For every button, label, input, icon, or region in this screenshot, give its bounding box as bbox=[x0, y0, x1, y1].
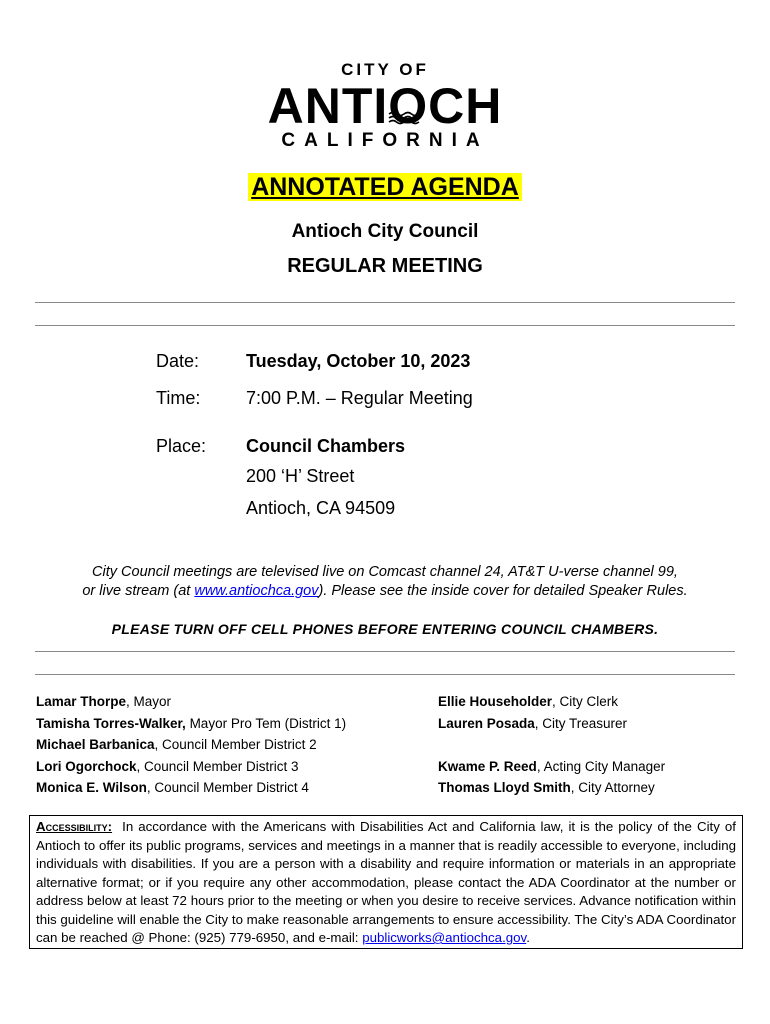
staff-member: Thomas Lloyd Smith, City Attorney bbox=[438, 780, 655, 795]
meeting-type: REGULAR MEETING bbox=[287, 255, 483, 277]
notice-text: ). Please see the inside cover for detailed Speaker Rules. bbox=[318, 583, 688, 599]
council-member: Tamisha Torres-Walker, Mayor Pro Tem (District 1) bbox=[36, 715, 347, 731]
council-member: Monica E. Wilson, Council Member District 4 bbox=[36, 780, 309, 795]
agenda-title-text: ANNOTATED AGENDA bbox=[248, 173, 522, 201]
address-street: 200 ‘H’ Street bbox=[246, 466, 355, 486]
council-name: Antioch City Council bbox=[291, 221, 479, 242]
staff-member: Kwame P. Reed, Acting City Manager bbox=[438, 758, 666, 774]
divider bbox=[35, 674, 735, 675]
waves-icon bbox=[388, 111, 420, 125]
staff-member: Ellie Householder, City Clerk bbox=[438, 694, 619, 709]
time-value: 7:00 P.M. – Regular Meeting bbox=[246, 388, 473, 408]
council-member: Lori Ogorchock, Council Member District 3 bbox=[36, 758, 299, 774]
logo-antioch: ANTIOCH bbox=[267, 78, 503, 134]
divider bbox=[35, 651, 735, 652]
logo-city-of: CITY OF bbox=[341, 60, 429, 79]
date-value: Tuesday, October 10, 2023 bbox=[246, 351, 471, 371]
agenda-title bbox=[0, 173, 770, 202]
notice-text: or live stream (at bbox=[82, 583, 195, 599]
divider bbox=[35, 325, 735, 326]
divider bbox=[35, 302, 735, 303]
accessibility-body: In accordance with the Americans with Disabilities Act and California law, it is the policy of the City of Antioch to offer its public programs, services and meetings in a manner that is readily accessible to everyone, including individuals with disabilities. If you are a person with a disability and require information or materials in an appropriate alternative format; or if you require any other accommodation, please contact the ADA Coordinator at the number or address below at least 72 hours prior to the meeting or when you desire to receive services. Advance notification within this guideline will enable the City to make reasonable arrangements to ensure accessibility. The City’s ADA Coordinator can be reached @ Phone: (925) 779-6950, and e-mail: bbox=[36, 819, 736, 945]
accessibility-heading: Accessibility: bbox=[36, 819, 113, 834]
place-label: Place: bbox=[156, 436, 207, 456]
cell-phones-notice: PLEASE TURN OFF CELL PHONES BEFORE ENTERING COUNCIL CHAMBERS. bbox=[111, 621, 659, 637]
council-member: Michael Barbanica, Council Member District 2 bbox=[36, 737, 317, 752]
broadcast-notice bbox=[30, 563, 740, 601]
accessibility-box bbox=[29, 815, 743, 949]
accessibility-end: . bbox=[526, 930, 530, 945]
email-link[interactable]: publicworks@antiochca.gov bbox=[362, 930, 527, 945]
time-label: Time: bbox=[156, 388, 201, 408]
date-label: Date: bbox=[156, 351, 200, 371]
staff-roster bbox=[438, 691, 665, 799]
council-roster bbox=[36, 691, 346, 799]
website-link[interactable]: www.antiochca.gov bbox=[194, 583, 319, 599]
broadcast-notice-line2 bbox=[30, 582, 740, 601]
broadcast-notice-line1: City Council meetings are televised live on Comcast channel 24, AT&T U-verse channel 99, bbox=[92, 564, 678, 580]
address-city: Antioch, CA 94509 bbox=[246, 498, 396, 518]
council-member: Lamar Thorpe, Mayor bbox=[36, 694, 172, 709]
spacer bbox=[438, 734, 665, 756]
place-name: Council Chambers bbox=[246, 436, 406, 456]
staff-member: Lauren Posada, City Treasurer bbox=[438, 715, 628, 731]
logo-california: CALIFORNIA bbox=[281, 130, 489, 151]
city-logo bbox=[0, 58, 770, 153]
